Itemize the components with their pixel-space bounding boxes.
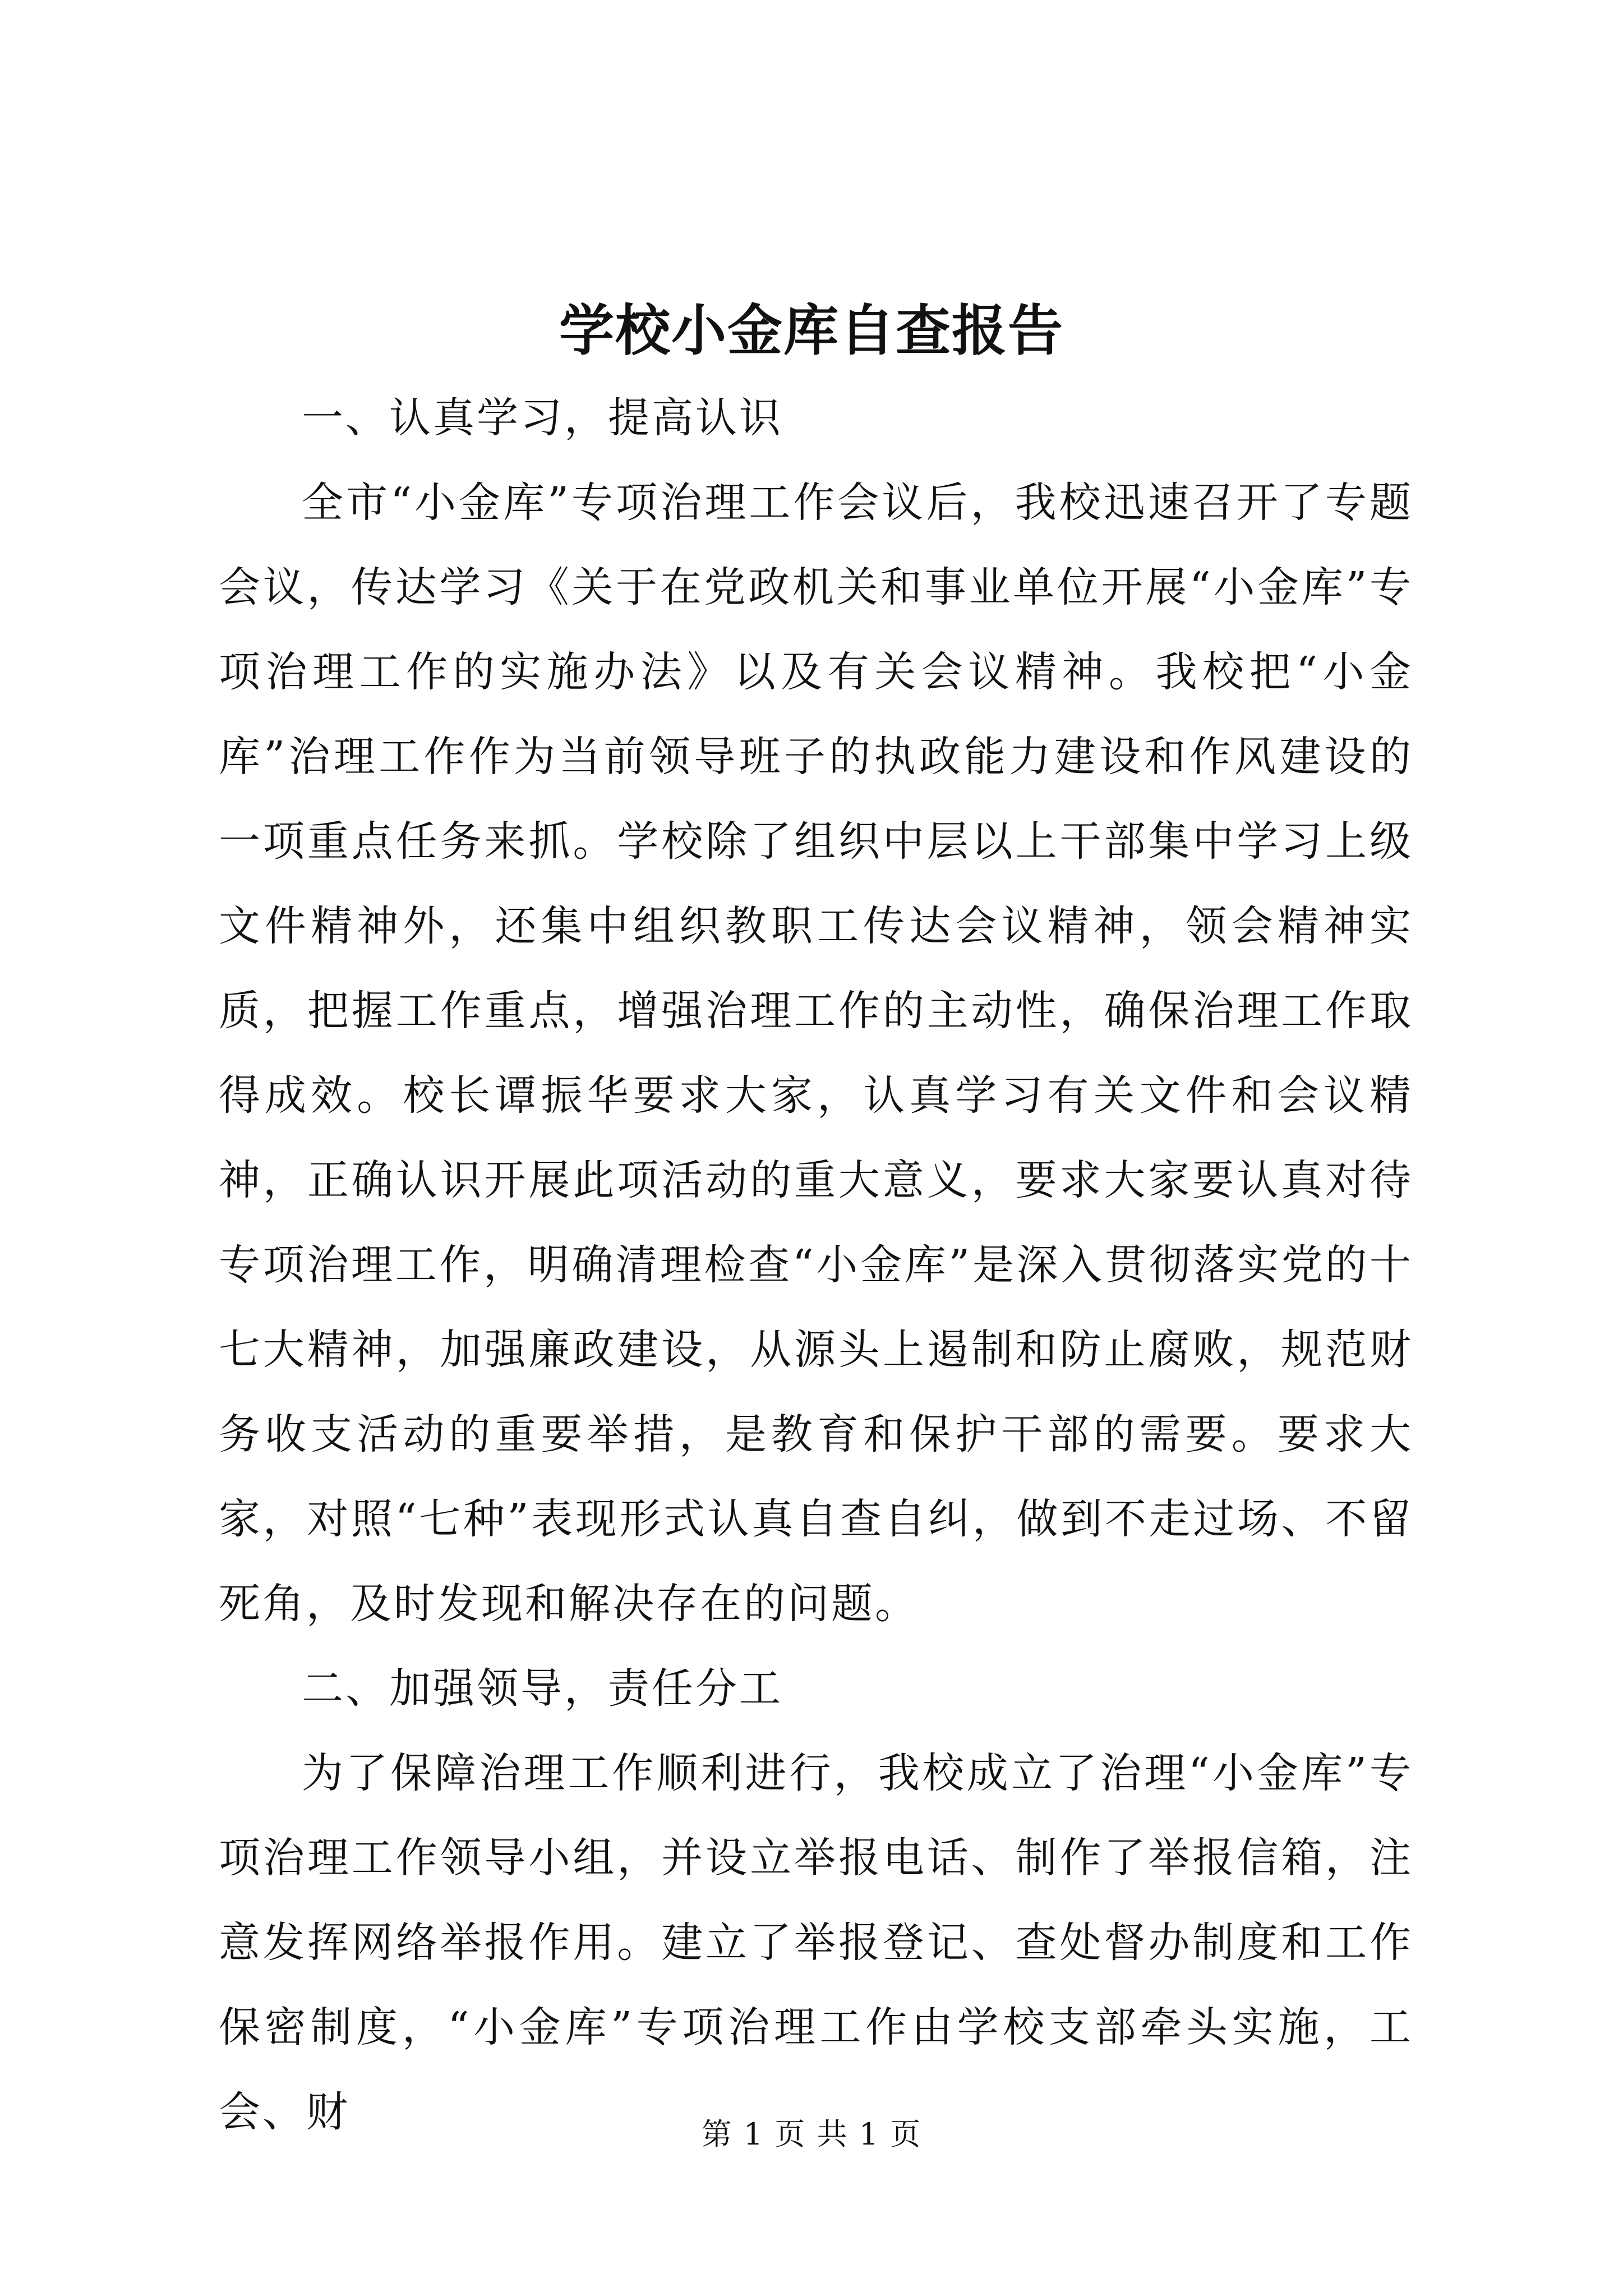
section-paragraph: 全市“小金库”专项治理工作会议后，我校迅速召开了专题会议，传达学习《关于在党政机关和事业单位开展“小金库”专项治理工作的实施办法》以及有关会议精神。我校把“小金库”治理工作作为当前领导班子的执政能力建设和作风建设的一项重点任务来抓。学校除了组织中层以上干部集中学习上级文件精神外，还集中组织教职工传达会议精神，领会精神实质，把握工作重点，增强治理工作的主动性，确保治理工作取得成效。校长谭振华要求大家，认真学习有关文件和会议精神，正确认识开展此项活动的重大意义，要求大家要认真对待专项治理工作，明确清理检查“小金库”是深入贯彻落实党的十七大精神，加强廉政建设，从源头上遏制和防止腐败，规范财务收支活动的重要举措，是教育和保护干部的需要。要求大家，对照“七种”表现形式认真自查自纠，做到不走过场、不留死角，及时发现和解决存在的问题。 (219, 478, 1413, 1628)
document-title: 学校小金库自查报告 (559, 298, 1064, 363)
document-body (219, 376, 1413, 2155)
section-paragraph: 为了保障治理工作顺利进行，我校成立了治理“小金库”专项治理工作领导小组，并设立举报电话、制作了举报信箱，注意发挥网络举报作用。建立了举报登记、查处督办制度和工作保密制度，“小金库”专项治理工作由学校支部牵头实施，工会、财 (219, 1749, 1413, 2136)
page-footer: 第 1 页 共 1 页 (701, 2116, 922, 2152)
section-heading: 一、认真学习，提高认识 (302, 394, 783, 442)
section-heading: 二、加强领导，责任分工 (302, 1664, 783, 1713)
